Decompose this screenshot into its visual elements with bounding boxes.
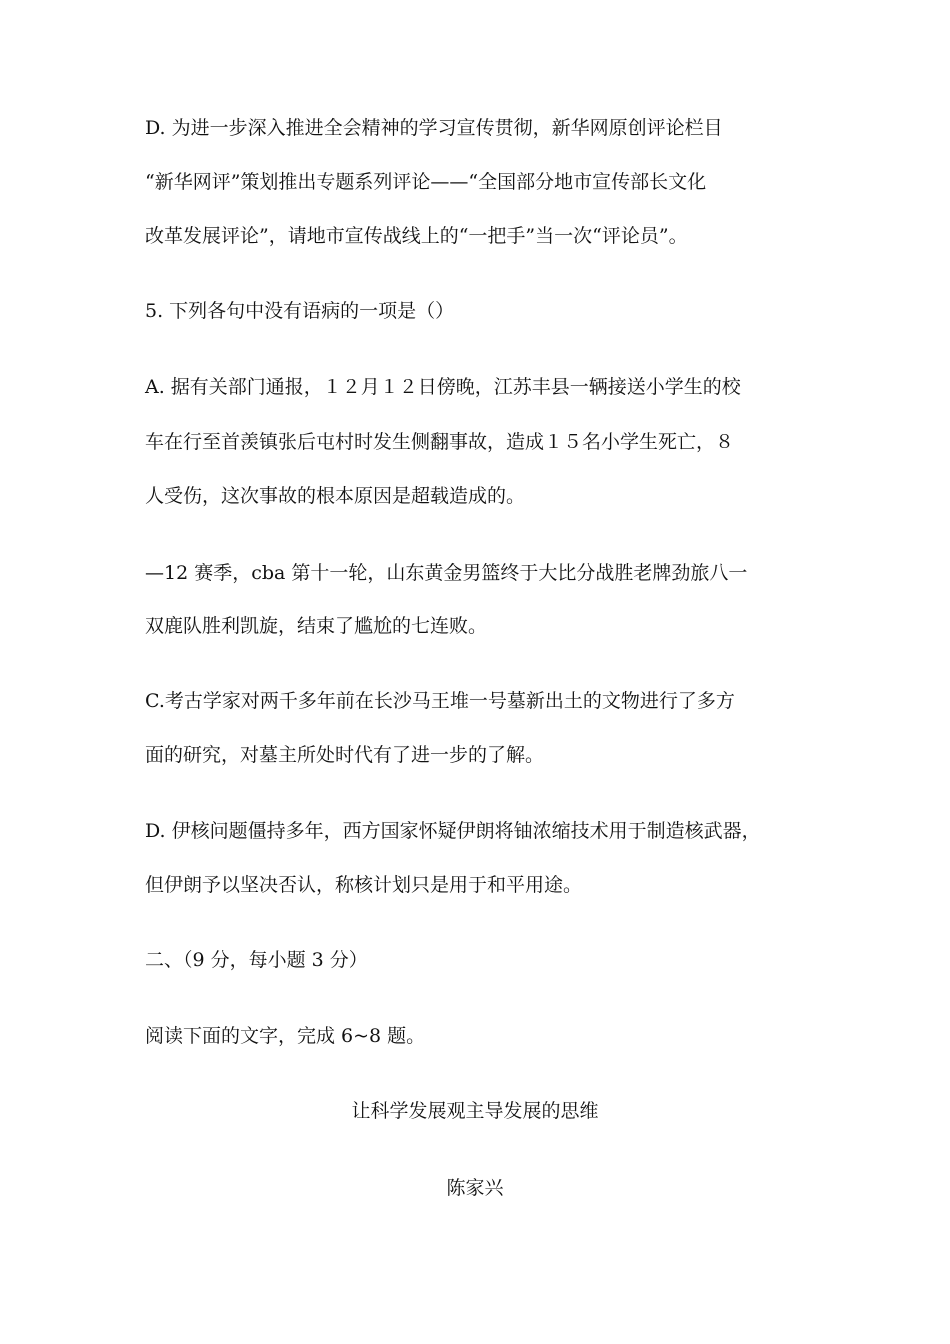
section-2-heading: 二、（9 分，每小题 3 分）: [145, 949, 368, 971]
article-title: 让科学发展观主导发展的思维: [351, 1100, 599, 1122]
article-author: 陈家兴: [446, 1177, 504, 1199]
option-5a-line-3: 人受伤，这次事故的根本原因是超载造成的。: [145, 485, 526, 507]
option-5c-line-2: 面的研究，对墓主所处时代有了进一步的了解。: [145, 744, 545, 766]
option-4d-line-1: D. 为进一步深入推进全会精神的学习宣传贯彻，新华网原创评论栏目: [145, 117, 723, 139]
option-5b-line-1: —12 赛季，cba 第十一轮，山东黄金男篮终于大比分战胜老牌劲旅八一: [145, 562, 748, 584]
option-5a-line-1: A. 据有关部门通报，１２月１２日傍晚，江苏丰县一辆接送小学生的校: [145, 376, 741, 398]
option-4d-line-3: 改革发展评论”，请地市宣传战线上的“一把手”当一次“评论员”。: [145, 225, 688, 247]
option-5d-line-1: D. 伊核问题僵持多年，西方国家怀疑伊朗将铀浓缩技术用于制造核武器，: [145, 820, 761, 842]
option-5c-line-1: C.考古学家对两千多年前在长沙马王堆一号墓新出土的文物进行了多方: [145, 690, 735, 712]
option-5b-line-2: 双鹿队胜利凯旋，结束了尴尬的七连败。: [145, 615, 488, 637]
option-4d-line-2: “新华网评”策划推出专题系列评论——“全国部分地市宣传部长文化: [145, 171, 707, 193]
question-5-stem: 5. 下列各句中没有语病的一项是（）: [145, 300, 455, 322]
option-5d-line-2: 但伊朗予以坚决否认，称核计划只是用于和平用途。: [145, 874, 583, 896]
reading-instruction: 阅读下面的文字，完成 6~8 题。: [145, 1025, 426, 1047]
option-5a-line-2: 车在行至首羡镇张后屯村时发生侧翻事故，造成１５名小学生死亡，８: [145, 431, 735, 453]
